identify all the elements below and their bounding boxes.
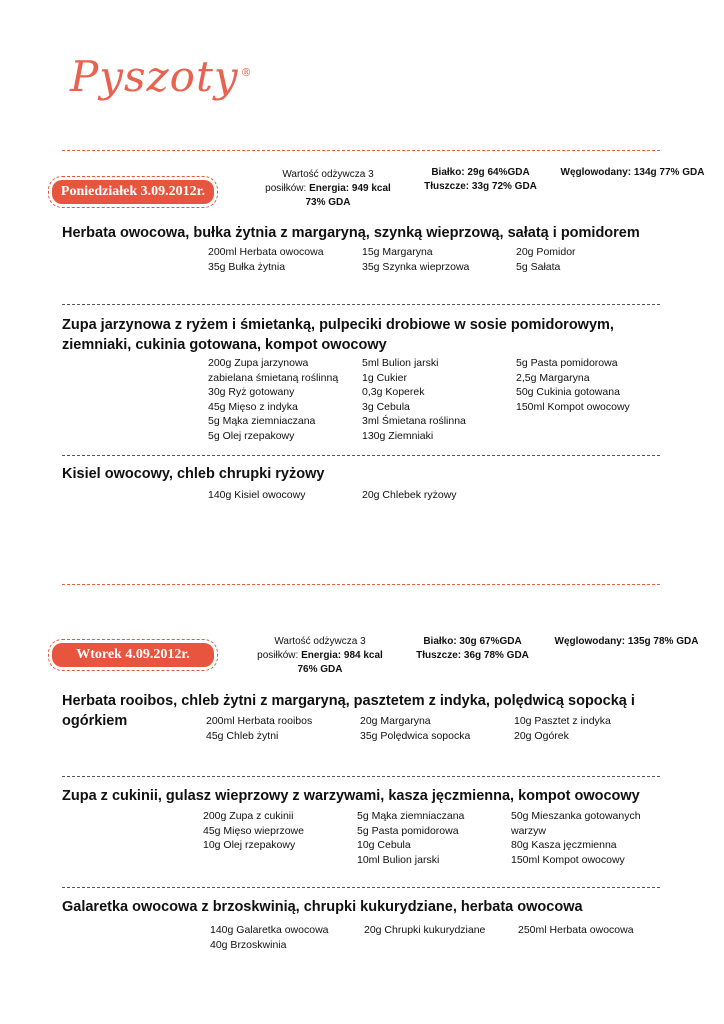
meal-title: Galaretka owocowa z brzoskwinią, chrupki kukurydziane, herbata owocowa xyxy=(62,899,583,915)
energy-line xyxy=(258,182,398,210)
ingredient: 15g Margaryna xyxy=(362,246,433,258)
ingredient: 3g Cebula xyxy=(362,400,410,413)
ingredient: 40g Brzoskwinia xyxy=(210,938,287,951)
divider xyxy=(62,887,660,888)
ingredient: 140g Kisiel owocowy xyxy=(208,489,306,501)
ingredient: 20g Ogórek xyxy=(514,729,569,742)
ingredient: 10g Pasztet z indyka xyxy=(514,715,611,727)
ingredient-column xyxy=(514,714,611,743)
divider xyxy=(62,455,660,456)
ingredient-column xyxy=(518,923,634,938)
energy-value: Energia: 949 kcal 73% GDA xyxy=(305,183,391,208)
ingredient-column xyxy=(208,245,324,274)
registered-mark: ® xyxy=(240,66,253,79)
carbs-value: Węglowodany: 134g 77% GDA xyxy=(560,167,705,178)
ingredient: 1g Cukier xyxy=(362,371,407,384)
ingredient: 250ml Herbata owocowa xyxy=(518,924,634,936)
ingredient: 130g Ziemniaki xyxy=(362,429,434,442)
ingredient: 10g Olej rzepakowy xyxy=(203,839,296,852)
meal-title: Herbata rooibos, chleb żytni z margaryną, pasztetem z indyka, polędwicą sopocką i ogórkiem xyxy=(62,693,635,729)
ingredient: 45g Chleb żytni xyxy=(206,729,279,742)
ingredient: 3ml Śmietana roślinna xyxy=(362,415,466,428)
macros-protein-fat xyxy=(408,166,553,194)
meal-title: Zupa z cukinii, gulasz wieprzowy z warzywami, kasza jęczmienna, kompot owocowy xyxy=(62,788,640,804)
ingredient: 2,5g Margaryna xyxy=(516,371,590,384)
ingredient: 20g Chlebek ryżowy xyxy=(362,489,457,501)
macros-protein-fat xyxy=(400,635,545,663)
ingredient: 5g Pasta pomidorowa xyxy=(357,824,459,837)
nutrition-summary xyxy=(258,168,398,210)
ingredient: 45g Mięso wieprzowe xyxy=(203,824,304,837)
ingredient: 5g Sałata xyxy=(516,260,561,273)
ingredient: 20g Margaryna xyxy=(360,715,431,727)
portions-label: posiłków: xyxy=(257,650,299,661)
ingredient: 5g Mąka ziemniaczana xyxy=(208,415,316,428)
energy-line xyxy=(250,649,390,677)
ingredient-column xyxy=(206,714,312,743)
ingredient: zabielana śmietaną roślinną xyxy=(208,371,339,384)
protein-value: Białko: 30g 67%GDA xyxy=(423,636,522,647)
ingredient: 5ml Bulion jarski xyxy=(362,357,439,369)
ingredient: 35g Polędwica sopocka xyxy=(360,729,471,742)
ingredient-column xyxy=(511,809,641,867)
ingredient: 30g Ryż gotowany xyxy=(208,386,295,399)
divider xyxy=(62,584,660,585)
ingredient-column xyxy=(210,923,329,952)
logo-text: Pyszoty xyxy=(70,52,239,101)
ingredient: 80g Kasza jęczmienna xyxy=(511,839,617,852)
portions-label: posiłków: xyxy=(265,183,307,194)
day-badge: Poniedziałek 3.09.2012r. xyxy=(52,180,214,204)
ingredient-column xyxy=(364,923,485,938)
ingredient: 20g Chrupki kukurydziane xyxy=(364,924,486,936)
ingredient: 200g Zupa jarzynowa xyxy=(208,357,309,369)
nutrition-summary xyxy=(250,635,390,677)
ingredient: 35g Bułka żytnia xyxy=(208,260,286,273)
ingredient-column xyxy=(516,356,630,414)
ingredient: 10ml Bulion jarski xyxy=(357,853,440,866)
ingredient: 150ml Kompot owocowy xyxy=(516,400,630,413)
ingredient-column xyxy=(360,714,470,743)
ingredient: warzyw xyxy=(511,824,547,837)
nutrition-label: Wartość odżywcza 3 xyxy=(282,169,374,180)
divider xyxy=(62,304,660,305)
ingredient: 200ml Herbata rooibos xyxy=(206,715,313,727)
meal-title: Kisiel owocowy, chleb chrupki ryżowy xyxy=(62,466,325,482)
ingredient: 20g Pomidor xyxy=(516,246,576,258)
protein-value: Białko: 29g 64%GDA xyxy=(431,167,530,178)
fat-value: Tłuszcze: 33g 72% GDA xyxy=(424,181,537,192)
ingredient-column xyxy=(362,356,466,444)
ingredient: 5g Mąka ziemniaczana xyxy=(357,810,465,822)
ingredient: 0,3g Koperek xyxy=(362,386,425,399)
day-badge: Wtorek 4.09.2012r. xyxy=(52,643,214,667)
ingredient: 50g Mieszanka gotowanych xyxy=(511,810,641,822)
divider xyxy=(62,776,660,777)
ingredient-column xyxy=(357,809,464,867)
ingredient: 5g Olej rzepakowy xyxy=(208,429,295,442)
ingredient: 10g Cebula xyxy=(357,839,411,852)
meal-title: Herbata owocowa, bułka żytnia z margaryną, szynką wieprzową, sałatą i pomidorem xyxy=(62,225,640,241)
ingredient: 140g Galaretka owocowa xyxy=(210,924,329,936)
ingredient: 5g Pasta pomidorowa xyxy=(516,357,618,369)
ingredient: 200ml Herbata owocowa xyxy=(208,246,324,258)
ingredient-column xyxy=(362,245,469,274)
meal-title: Zupa jarzynowa z ryżem i śmietanką, pulpeciki drobiowe w sosie pomidorowym, ziemniaki, cukinia gotowana, kompot owocowy xyxy=(62,317,614,353)
energy-value: Energia: 984 kcal 76% GDA xyxy=(297,650,383,675)
ingredient: 50g Cukinia gotowana xyxy=(516,386,620,399)
ingredient-column xyxy=(203,809,304,853)
ingredient-column xyxy=(362,488,457,503)
brand-logo xyxy=(70,52,253,101)
ingredient: 45g Mięso z indyka xyxy=(208,400,298,413)
ingredient-column xyxy=(208,356,338,444)
fat-value: Tłuszcze: 36g 78% GDA xyxy=(416,650,529,661)
divider xyxy=(62,150,660,151)
ingredient: 150ml Kompot owocowy xyxy=(511,853,625,866)
ingredient-column xyxy=(516,245,576,274)
ingredient-column xyxy=(208,488,305,503)
carbs-value: Węglowodany: 135g 78% GDA xyxy=(554,636,699,647)
ingredient: 35g Szynka wieprzowa xyxy=(362,260,470,273)
ingredient: 200g Zupa z cukinii xyxy=(203,810,294,822)
nutrition-label: Wartość odżywcza 3 xyxy=(274,636,366,647)
